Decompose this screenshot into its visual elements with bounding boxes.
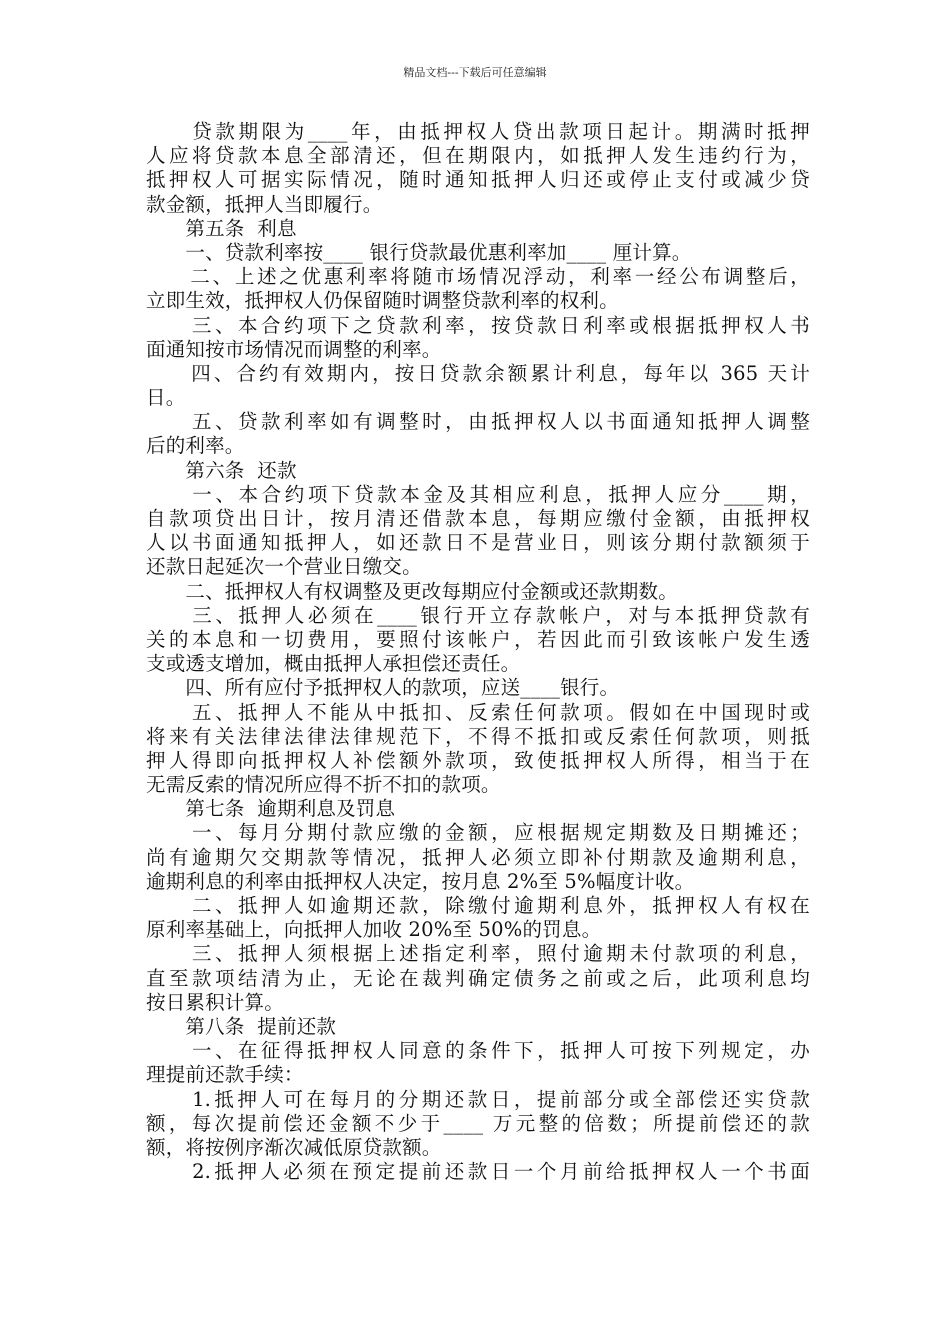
text-line: 第七条 逾期利息及罚息 bbox=[146, 797, 396, 821]
text-line: 逾期利息的利率由抵押权人决定，按月息 2%至 5%幅度计收。 bbox=[146, 869, 695, 893]
text-line: 后的利率。 bbox=[146, 434, 245, 458]
text-line: 关的本息和一切费用，要照付该帐户，若因此而引致该帐户发生透 bbox=[146, 627, 810, 651]
text-line: 一、本合约项下贷款本金及其相应利息，抵押人应分____期， bbox=[146, 482, 810, 506]
text-line: 抵押权人可据实际情况，随时通知抵押人归还或停止支付或减少贷 bbox=[146, 168, 810, 192]
text-line: 面通知按市场情况而调整的利率。 bbox=[146, 337, 442, 361]
text-line: 人以书面通知抵押人，如还款日不是营业日，则该分期付款额须于 bbox=[146, 531, 810, 555]
text-line: 尚有逾期欠交期款等情况，抵押人必须立即补付期款及逾期利息， bbox=[146, 845, 810, 869]
text-line: 四、所有应付予抵押权人的款项，应送____银行。 bbox=[146, 676, 620, 700]
text-line: 二、抵押人如逾期还款，除缴付逾期利息外，抵押权人有权在 bbox=[146, 894, 810, 917]
text-line: 将来有关法律法律法律规范下，不得不抵扣或反索任何款项，则抵 bbox=[146, 724, 810, 748]
text-line: 还款日起延次一个营业日缴交。 bbox=[146, 555, 422, 579]
text-line: 第六条 还款 bbox=[146, 458, 297, 482]
text-line: 一、每月分期付款应缴的金额，应根据规定期数及日期摊还； bbox=[146, 821, 810, 845]
text-line: 五、抵押人不能从中抵扣、反索任何款项。假如在中国现时或 bbox=[146, 700, 810, 724]
text-line: 原利率基础上，向抵押人加收 20%至 50%的罚息。 bbox=[146, 918, 602, 942]
text-line: 三、抵押人须根据上述指定利率，照付逾期未付款项的利息， bbox=[146, 942, 810, 966]
text-line: 按日累积计算。 bbox=[146, 990, 284, 1014]
page-header: 精品文档---下载后可任意编辑 bbox=[403, 66, 547, 79]
text-line: 款金额，抵押人当即履行。 bbox=[146, 192, 383, 216]
text-line: 日。 bbox=[146, 386, 186, 410]
text-line: 三、抵押人必须在____银行开立存款帐户，对与本抵押贷款有 bbox=[146, 603, 810, 627]
text-line: 五、贷款利率如有调整时，由抵押权人以书面通知抵押人调整 bbox=[146, 410, 810, 434]
text-line: 额，每次提前偿还金额不少于____ 万元整的倍数；所提前偿还的款 bbox=[146, 1111, 810, 1135]
document-body bbox=[146, 120, 810, 1184]
text-line: 三、本合约项下之贷款利率，按贷款日利率或根据抵押权人书 bbox=[146, 313, 810, 337]
text-line: 一、在征得抵押权人同意的条件下，抵押人可按下列规定，办 bbox=[146, 1039, 810, 1063]
text-line: 第八条 提前还款 bbox=[146, 1014, 337, 1038]
text-line: 理提前还款手续： bbox=[146, 1063, 304, 1087]
text-line: 支或透支增加，概由抵押人承担偿还责任。 bbox=[146, 652, 521, 676]
text-line: 1.抵押人可在每月的分期还款日，提前部分或全部偿还实贷款 bbox=[146, 1087, 810, 1111]
text-line: 直至款项结清为止，无论在裁判确定债务之前或之后，此项利息均 bbox=[146, 966, 810, 990]
text-line: 第五条 利息 bbox=[146, 216, 297, 240]
text-line: 二、上述之优惠利率将随市场情况浮动，利率一经公布调整后， bbox=[146, 265, 810, 289]
text-line: 立即生效，抵押权人仍保留随时调整贷款利率的权利。 bbox=[146, 289, 619, 313]
text-line: 无需反索的情况所应得不折不扣的款项。 bbox=[146, 773, 501, 797]
text-line: 2.抵押人必须在预定提前还款日一个月前给抵押权人一个书面 bbox=[146, 1160, 810, 1184]
text-line: 自款项贷出日计，按月清还借款本息，每期应缴付金额，由抵押权 bbox=[146, 507, 810, 530]
text-line: 二、抵押权人有权调整及更改每期应付金额或还款期数。 bbox=[146, 579, 678, 603]
text-line: 四、合约有效期内，按日贷款余额累计利息，每年以 365 天计 bbox=[146, 361, 810, 385]
text-line: 人应将贷款本息全部清还，但在期限内，如抵押人发生违约行为， bbox=[146, 144, 810, 168]
text-line: 押人得即向抵押权人补偿额外款项，致使抵押权人所得，相当于在 bbox=[146, 748, 810, 772]
text-line: 额，将按例序渐次减低原贷款额。 bbox=[146, 1135, 442, 1159]
text-line: 一、贷款利率按____ 银行贷款最优惠利率加____ 厘计算。 bbox=[146, 240, 692, 264]
text-line: 贷款期限为____年，由抵押权人贷出款项日起计。期满时抵押 bbox=[146, 120, 810, 143]
